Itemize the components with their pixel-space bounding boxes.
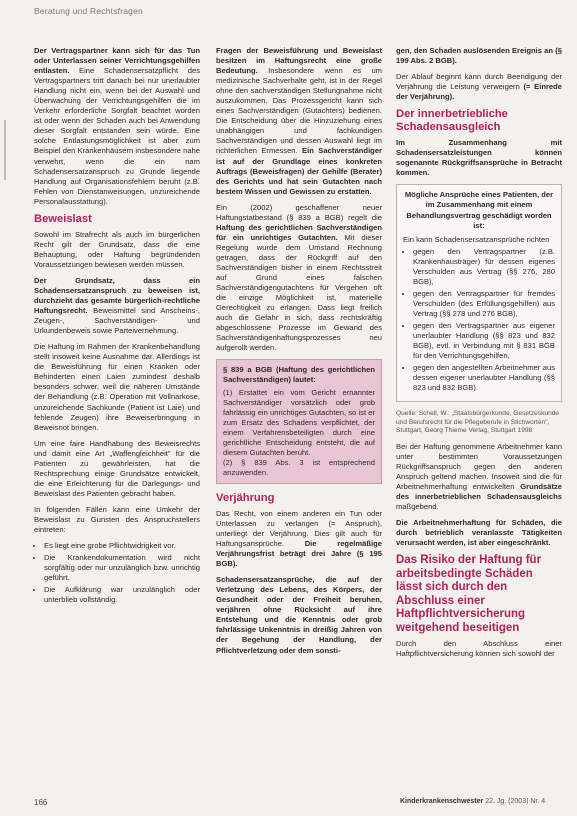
source-caption: Quelle: Schell, W.: „Staatsbürgerkunde, Gesetzeskunde und Berufsrecht für die Pflegeberufe in Stichworten", Stuttgart, Georg Thieme Verlag, Stuttgart 1998 [396,410,560,435]
text: Der Ablauf beginnt kann durch Beendigung der Verjährung die Leistung verweigern [396,72,562,92]
heading-risiko: Das Risiko der Haftung für arbeitsbedingte Schäden lässt sich durch den Abschluss einer Haftpflichtversicherung weitgehend beseitigen [396,554,542,634]
bullet-list [34,541,200,605]
paragraph [216,203,382,354]
paragraph [34,46,200,207]
bold-text: Grundsätze des innerbetrieblichen Schadensausgleichs [396,482,562,502]
bold-text: Im Zusammenhang mit Schadensersatzleistungen können sogenannte Rückgriffsansprüche in Betracht kommen. [396,138,562,178]
magazine-name: Kinderkrankenschwester [400,798,484,805]
list-item: • gegen den angestellten Arbeitnehmer aus dessen eigener unerlaubter Handlung (§§ 823 und 832 BGB). [413,363,555,393]
text: Das Recht, von einem anderen ein Tun oder Unterlassen zu verlangen (= Anspruch), unterliegt der Verjährung. Dies gilt auch für Haftungsansprüche. [216,508,382,549]
paragraph [396,518,562,548]
list-item: • Die Krankendokumentation wird nicht sorgfältig oder nur unzulänglich bzw. unrichtig geführt. [44,553,200,583]
list-item: • Es liegt eine grobe Pflichtwidrigkeit vor. [44,541,200,551]
column-3 [396,46,562,665]
paragraph: Sowohl im Strafrecht als auch im bürgerlichen Recht gilt der Grundsatz, dass die eine Behauptung, oder Haftung begründenden Voraussetzungen bewiesen werden müssen. [34,229,200,269]
list-item: • Die Aufklärung war unzulänglich oder unterblieb vollständig. [44,585,200,605]
page-number: 166 [34,798,48,807]
paragraph [216,46,382,197]
text: Insbesondere wenn es um medizinische Sachverhalte geht, ist in der Regel ohne den sachverständigen Stellungnahme nicht auszukommen. Das Prozessgericht kann sich eines Sachverständigen (Gutachters) bedienen. Die Entscheidung über die Hinzuziehung eines unabhängigen und fachkundigen Sachverständigen und dessen Auswahl liegt im richterlichen Ermessen. [216,66,382,156]
paragraph [216,509,382,569]
running-head: Beratung und Rechtsfragen [34,6,143,16]
claims-list [403,247,555,394]
bold-text: Schadensersatzansprüche, die auf der Verletzung des Lebens, des Körpers, der Gesundheit oder der Freiheit beruhen, verjähren ohne Rücksicht auf ihre Entstehung und die Kenntnis oder grob fahrlässige Unkenntnis in dreißig Jahren von der Begehung der Handlung, der Pflichtverletzung oder dem sonsti- [216,575,382,655]
list-item: • gegen den Vertragspartner aus eigener unerlaubter Handlung (§§ 823 und 832 BGB), evtl. in Verbindung mit § 831 BGB für den Verrichtungsgehilfen, [413,321,555,361]
claims-box-intro: Ein kann Schadensersatzansprüche richten [403,234,550,244]
margin-mark [4,120,6,180]
paragraph [396,442,562,512]
heading-beweislast: Beweislast [34,212,92,225]
paragraph [34,276,200,336]
column-1 [34,46,200,607]
paragraph [396,138,562,178]
bold-text: Ein Sachverständiger ist auf der Grundlage eines konkreten Auftrags (Beweisfragen) der Gehilfe (Berater) des Gerichts und hat sein Gutachten nach bestem Wissen und Gewissen zu erstatten. [216,146,382,196]
text: Ein (2002) geschaffener neuer Haftungstatbestand (§ 839 a BGB) regelt die [216,202,382,222]
law-quote-text: (2) § 839 Abs. 3 ist entsprechend anzuwenden. [223,457,375,477]
heading-schadensausgleich: Der innerbetriebliche Schadensausgleich [396,108,508,134]
bold-text: Die regelmäßige Verjährungsfrist beträgt drei Jahre (§ 195 BGB). [216,539,382,569]
bold-text: Der Vertragspartner kann sich für das Tun oder Unterlassen seiner Verrichtungsgehilfen entlasten. [34,46,200,76]
paragraph: Durch den Abschluss einer Haftpflichtversicherung können sich sowohl der [396,639,562,659]
paragraph: Um eine faire Handhabung des Beweisrechts und damit eine Art „Waffengleichheit" für die Patienten zu gewährleisten, hat die Rechtsprechung einige Grundsätze entwickelt, die eine Erleichterung für die Darlegungs- und Beweislast des Patienten gebracht haben. [34,438,200,498]
claims-box [396,184,562,402]
column-2 [216,46,382,662]
text: Mit dieser Regelung wurde dem Umstand Rechnung getragen, dass der Rückgriff auf den Sachverständigen bisher in einem Rechtsstreit auf Grund eines falschen Sachverständigengutachtens für Vergehen oft die einzige Möglichkeit ist, materielle Gerechtigkeit zu erlangen. Dass liegt freilich auch die Gefahr in sich, dass rechtskräftig abgeschlossene Prozesse im Gewand des Sachverständigenhaftungsprozesses neu aufgerollt werden. [216,232,383,353]
footer-journal [400,798,545,805]
bold-text: (§ 199 Abs. 2 BGB). [396,46,562,66]
paragraph [396,46,562,66]
heading-verjaehrung: Verjährung [216,491,275,504]
list-item: • gegen den Vertragspartner (z.B. Krankenhausträger) für dessen eigenes Verschulden aus Vertrag (§§ 276, 280 BGB), [413,247,555,287]
paragraph [216,575,382,655]
bold-text: Die Arbeitnehmerhaftung für Schäden, die durch betrieblich veranlasste Tätigkeiten verursacht werden, ist aber eingeschränkt. [396,518,562,548]
text: Beweismittel sind Anscheins-, Zeugen-, Sachverständigen- und Urkundenbeweis sowie Parteivernehmung. [34,306,200,336]
bold-text: gen, den Schaden auslösenden Ereignis an [396,46,556,55]
issue-info: 22. Jg. (2003) Nr. 4 [485,798,546,805]
law-quote-box [216,359,382,484]
text: Bei der Haftung genommene Arbeitnehmer kann unter bestimmten Voraussetzungen Rückgriffsanspruch gegen den anderen Anspruch geltend machen. Insoweit sind die für Arbeitnehmerhaftung entwickelten [396,441,562,491]
paragraph: In folgenden Fällen kann eine Umkehr der Beweislast zu Gunsten des Anspruchstellers eintreten: [34,504,200,535]
law-quote-text: (1) Erstattet ein vom Gericht ernannter Sachverständiger vorsätzlich oder grob fahrlässig ein unrichtiges Gutachten, so ist er zum Ersatz des Schadens verpflichtet, der einem Verfahrensbeteiligten durch eine gerichtliche Entscheidung entsteht, die auf diesem Gutachten beruht. [223,387,375,457]
list-item: • gegen den Vertragspartner für fremdes Verschulden (des Erfüllungsgehilfen) aus Vertrag (§§ 278 und 276 BGB), [413,289,555,319]
paragraph: Die Haftung im Rahmen der Krankenbehandlung stellt insoweit keine Ausnahme dar. Allerdings ist die Beweisführung für einen Kranken oder Behinderten einen Laien zumindest deshalb besonders schwer, weil die näheren Umstände der Behandlung (z.B. Operation mit Vollnarkose, unzureichende Sachkunde (Patient ist Laie) und fehlende Zeugen) ihre Beweiserbringung in Beweisnot bringen. [34,342,200,432]
bold-text: Fragen der Beweisführung und Beweislast besitzen im Haftungsrecht eine große Bedeutung. [216,46,382,76]
bold-text: Der Grundsatz, dass ein Schadensersatzanspruch zu beweisen ist, durchzieht das gesamte bürgerlich-rechtliche Haftungsrecht. [34,275,200,316]
text: maßgebend. [396,502,439,512]
text: Eine Schadensersatzpflicht des Vertragspartners tritt danach bei nur unerlaubter Handlung nicht ein, wenn bei der Auswahl und Überwachung der Verrichtungsgehilfen die im Verkehr erforderliche Sorgfalt beachtet worden ist oder wenn der Schaden auch bei Anwendung dieser Sorgfalt entstanden sein würde. Eine solche Entlastungsmöglichkeit ist aber zum Beispiel den Krankenhäusern insbesondere nahe verwehrt, wenn die ein nam Schadensersatzanspruch zu Grunde liegende Handlung auf Organisationsfehlern beruht (z.B. Fehlen von Dienstanweisungen, unzureichende Personalausstattung). [34,66,200,206]
paragraph [396,72,562,102]
bold-text: (= Einrede der Verjährung). [396,82,562,102]
claims-box-title: Mögliche Ansprüche eines Patienten, der im Zusammenhang mit einem Behandlungsvertrag geschädigt worden ist: [404,190,554,230]
law-quote-title: § 839 a BGB (Haftung des gerichtlichen Sachverständigen) lautet: [223,365,375,385]
bold-text: Haftung des gerichtlichen Sachverständigen für ein unrichtiges Gutachten. [216,222,382,242]
